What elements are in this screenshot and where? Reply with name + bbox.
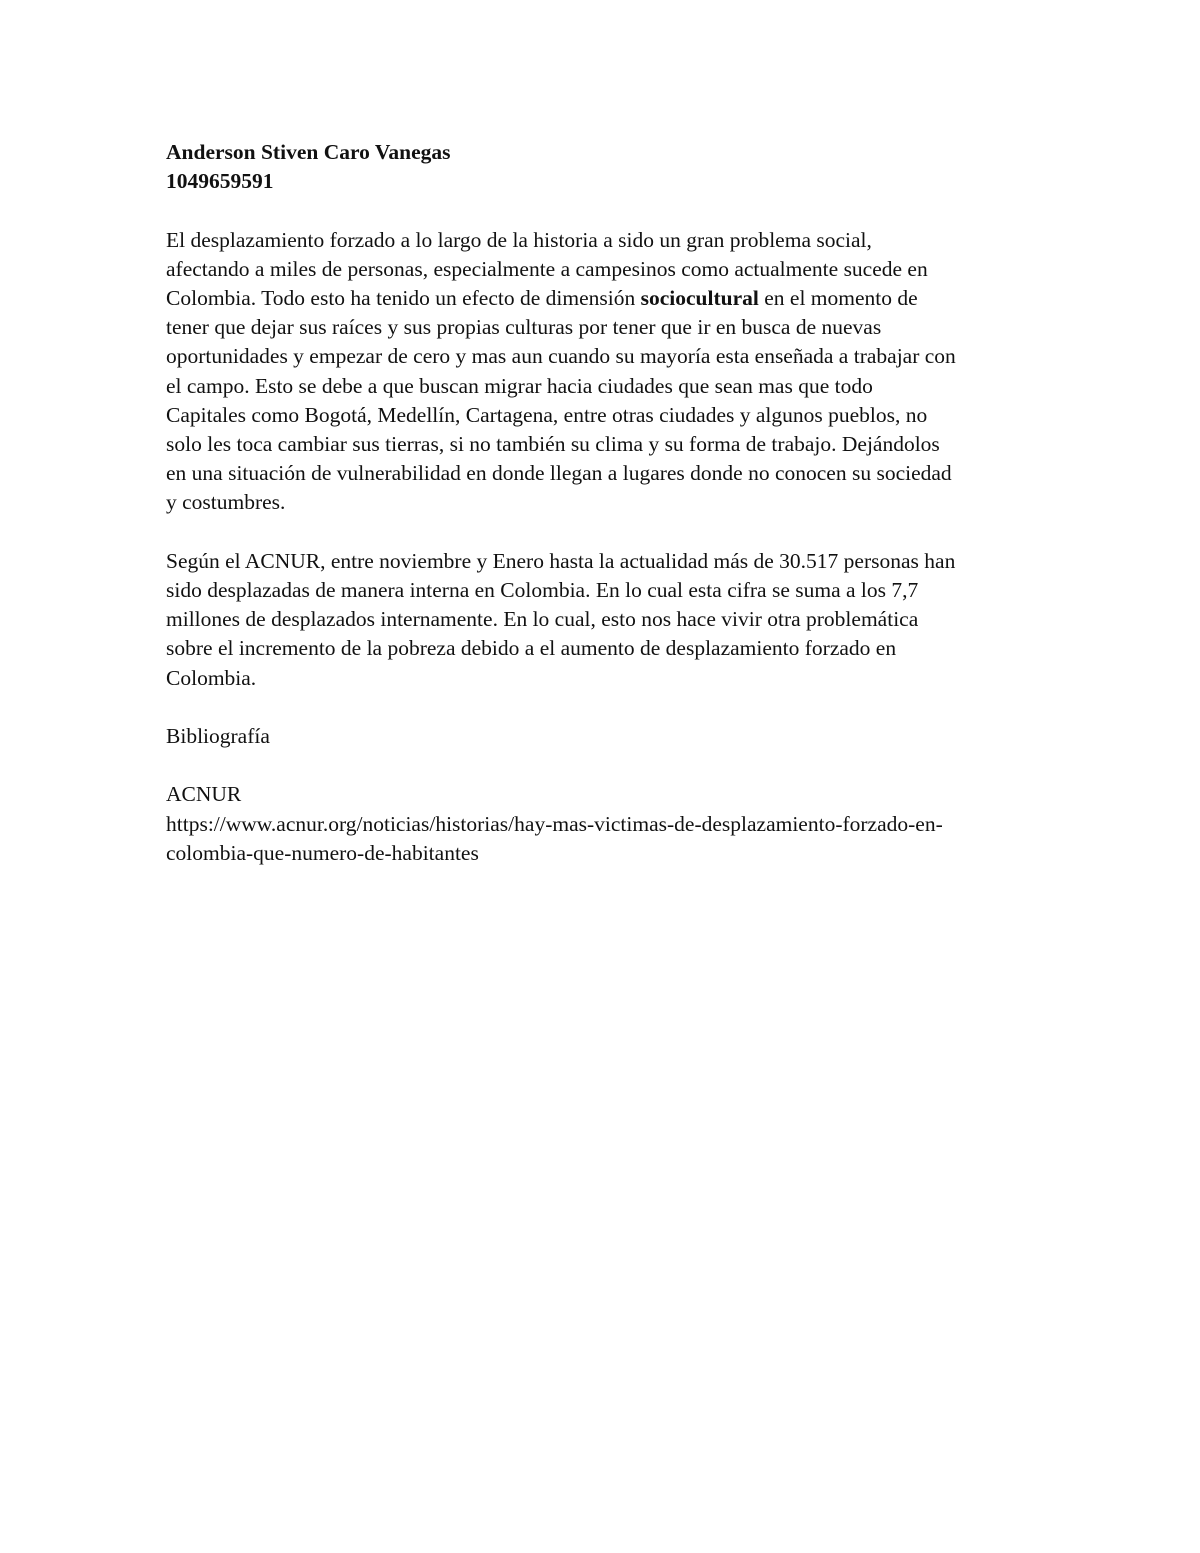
spacer <box>166 693 1046 722</box>
paragraph-line: Según el ACNUR, entre noviembre y Enero hasta la actualidad más de 30.517 personas han <box>166 548 956 573</box>
paragraph-line: tener que dejar sus raíces y sus propias culturas por tener que ir en busca de nuevas <box>166 315 882 340</box>
paragraph-line: sobre el incremento de la pobreza debido a el aumento de desplazamiento forzado en <box>166 636 897 661</box>
bibliography-url-line[interactable]: colombia-que-numero-de-habitantes <box>166 840 479 865</box>
spacer <box>166 196 1046 225</box>
paragraph-line: en una situación de vulnerabilidad en donde llegan a lugares donde no conocen su sociedad <box>166 461 952 486</box>
paragraph-line: millones de desplazados internamente. En lo cual, esto nos hace vivir otra problemática <box>166 607 919 632</box>
paragraph-1 <box>166 226 1046 518</box>
text-segment: en el momento de <box>758 286 918 310</box>
paragraph-line: oportunidades y empezar de cero y mas aun cuando su mayoría esta enseñada a trabajar con <box>166 344 956 369</box>
paragraph-line: sido desplazadas de manera interna en Colombia. En lo cual esta cifra se suma a los 7,7 <box>166 578 919 603</box>
bibliography-url-line[interactable]: https://www.acnur.org/noticias/historias/hay-mas-victimas-de-desplazamiento-forzado-en- <box>166 811 943 836</box>
bibliography-entry <box>166 780 1046 868</box>
author-id: 1049659591 <box>166 169 274 194</box>
spacer <box>166 518 1046 547</box>
author-name: Anderson Stiven Caro Vanegas <box>166 140 451 164</box>
paragraph-2 <box>166 547 1046 693</box>
bibliography-heading: Bibliografía <box>166 724 270 749</box>
paragraph-line: Colombia. <box>166 665 257 690</box>
paragraph-line: el campo. Esto se debe a que buscan migrar hacia ciudades que sean mas que todo <box>166 373 873 398</box>
paragraph-line: Capitales como Bogotá, Medellín, Cartagena, entre otras ciudades y algunos pueblos, no <box>166 402 928 427</box>
paragraph-line: afectando a miles de personas, especialmente a campesinos como actualmente sucede en <box>166 256 928 281</box>
document-body <box>166 138 1046 868</box>
spacer <box>166 751 1046 780</box>
text-segment: Colombia. Todo esto ha tenido un efecto de dimensión <box>166 286 641 310</box>
emphasis-sociocultural: sociocultural <box>640 286 759 310</box>
paragraph-line: y costumbres. <box>166 490 286 515</box>
paragraph-line: El desplazamiento forzado a lo largo de la historia a sido un gran problema social, <box>166 227 872 252</box>
bibliography-source: ACNUR <box>166 782 242 807</box>
paragraph-line: solo les toca cambiar sus tierras, si no también su clima y su forma de trabajo. Dejándolos <box>166 432 940 457</box>
paragraph-line-with-emphasis <box>166 284 1046 313</box>
